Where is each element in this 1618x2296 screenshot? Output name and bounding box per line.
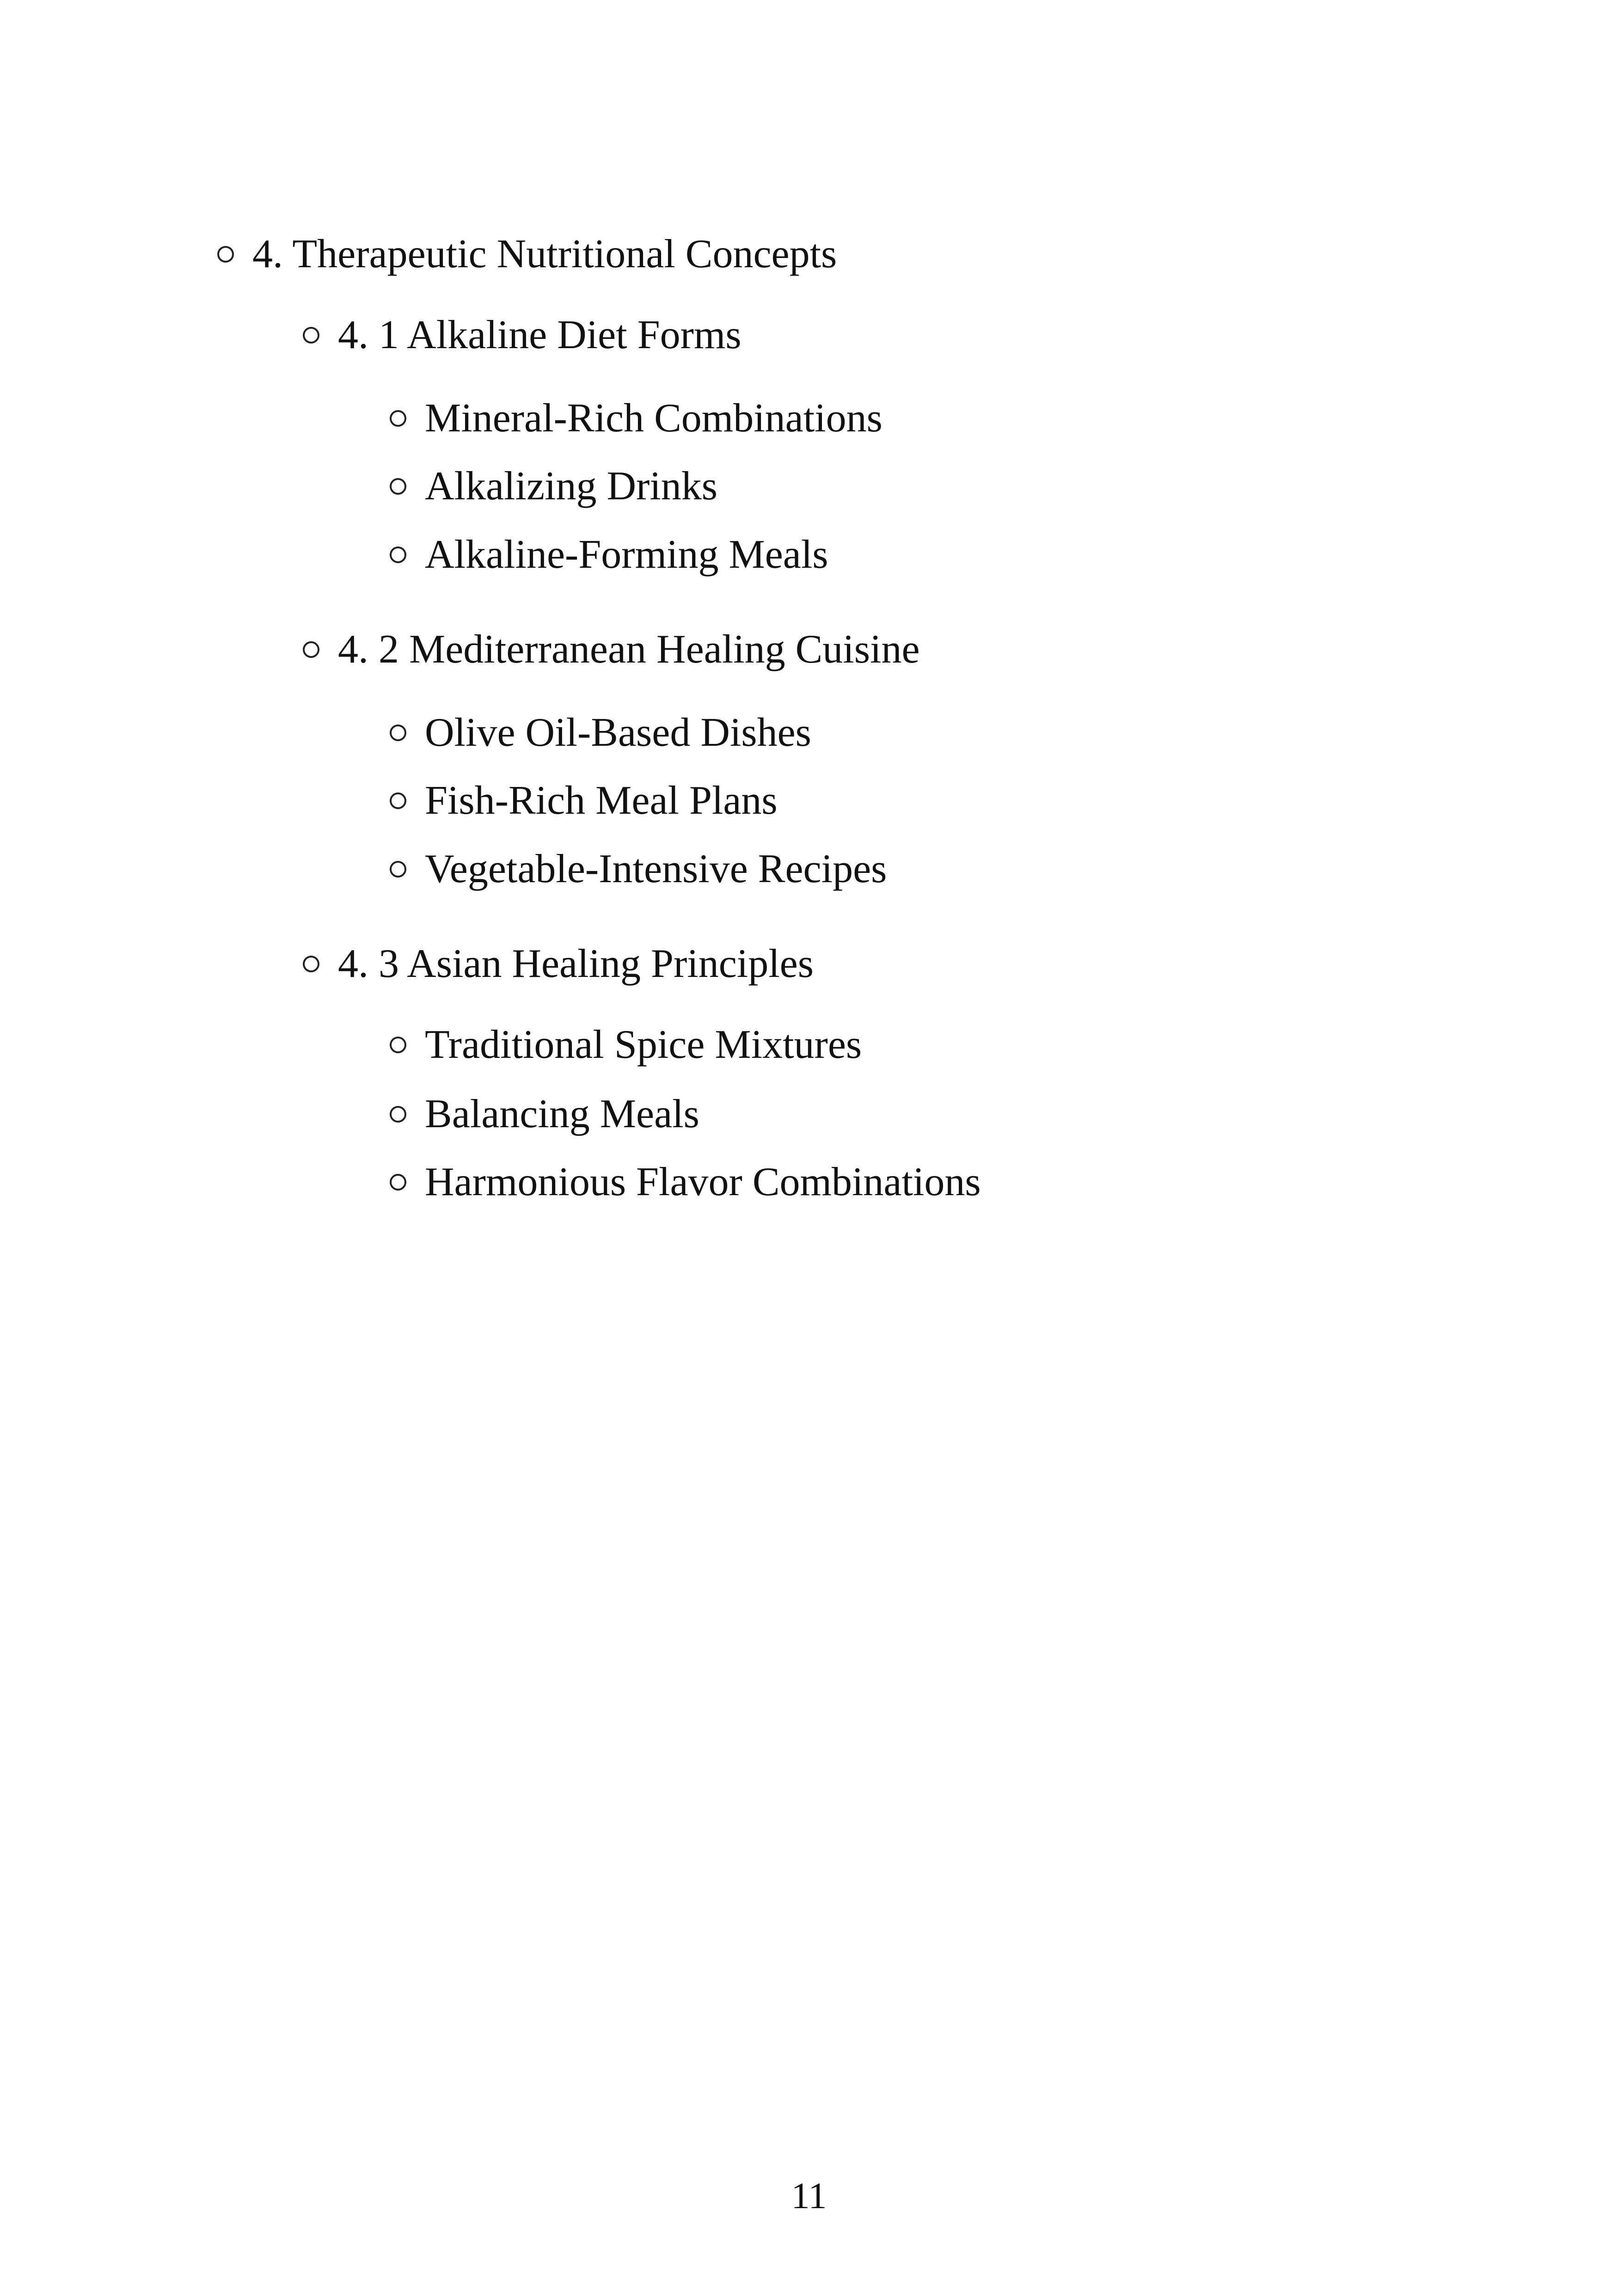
outline-item [390, 846, 887, 892]
hollow-bullet-icon [390, 724, 406, 741]
subsection-title: 4. 1 Alkaline Diet Forms [338, 313, 742, 357]
subsection-title: 4. 3 Asian Healing Principles [338, 941, 814, 986]
hollow-bullet-icon [390, 1037, 406, 1053]
hollow-bullet-icon [390, 792, 406, 809]
hollow-bullet-icon [303, 641, 319, 658]
outline-item-label: Traditional Spice Mixtures [425, 1022, 862, 1067]
outline-subsection-4-2 [303, 626, 920, 673]
hollow-bullet-icon [303, 327, 319, 344]
page-number: 11 [791, 2176, 827, 2216]
outline-item-label: Alkalizing Drinks [425, 464, 718, 509]
outline-item-label: Vegetable-Intensive Recipes [425, 847, 887, 891]
hollow-bullet-icon [390, 478, 406, 495]
outline-item-label: Harmonious Flavor Combinations [425, 1160, 981, 1204]
outline-item [390, 463, 717, 510]
outline-item-label: Mineral-Rich Combinations [425, 396, 883, 441]
hollow-bullet-icon [390, 1106, 406, 1123]
outline-item [390, 532, 828, 578]
outline-subsection-4-1 [303, 312, 742, 358]
hollow-bullet-icon [390, 546, 406, 563]
outline-section-4 [217, 231, 837, 277]
hollow-bullet-icon [217, 246, 234, 263]
hollow-bullet-icon [303, 956, 319, 972]
hollow-bullet-icon [390, 861, 406, 878]
outline-item [390, 1091, 699, 1137]
subsection-title: 4. 2 Mediterranean Healing Cuisine [338, 627, 920, 672]
hollow-bullet-icon [390, 410, 406, 427]
outline-item [390, 710, 811, 756]
outline-subsection-4-3 [303, 941, 814, 987]
outline-item-label: Balancing Meals [425, 1092, 699, 1136]
outline-item-label: Fish-Rich Meal Plans [425, 778, 778, 823]
section-title: 4. Therapeutic Nutritional Concepts [252, 232, 837, 276]
hollow-bullet-icon [390, 1174, 406, 1191]
outline-item [390, 395, 883, 442]
outline-item-label: Alkaline-Forming Meals [425, 532, 828, 577]
outline-item-label: Olive Oil-Based Dishes [425, 710, 811, 755]
outline-item [390, 778, 778, 824]
outline-item [390, 1159, 981, 1205]
outline-item [390, 1022, 862, 1068]
